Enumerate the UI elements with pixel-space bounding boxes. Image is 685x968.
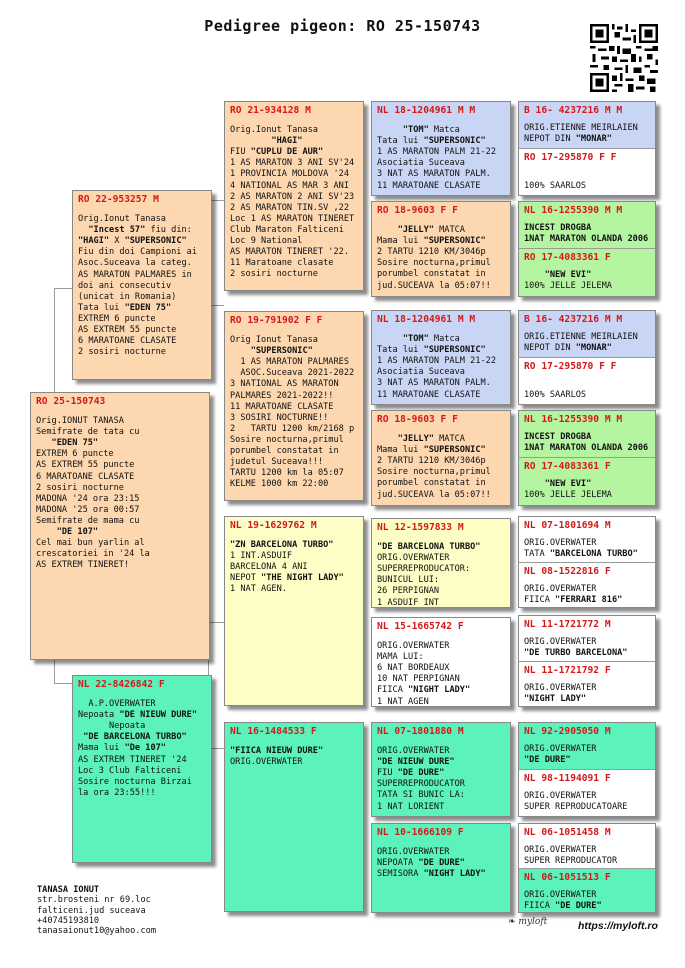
note-line: "NEW EVI" [544, 270, 592, 281]
pigeon-card-ds-dam[interactable] [371, 617, 511, 707]
note-line: Orig Ionut Tanasa [230, 335, 318, 346]
note-line: "TOM" Matca [402, 334, 460, 345]
note-line: Sosire nocturna,primul [377, 258, 491, 269]
note-line: NEPOT DIN "MONAR" [524, 343, 612, 354]
note-line: AS MARATON PALMARES in [78, 269, 192, 280]
ring-number: NL 16-1255390 M M [524, 205, 623, 216]
note-line: 11 Maratoane clasate [230, 258, 334, 269]
note-line: KELME 1000 km 22:00 [230, 479, 329, 490]
pigeon-card-gg-sire[interactable] [519, 723, 655, 769]
note-line: 3 NAT AS MARATON PALM. [377, 378, 491, 389]
note-line: "NIGHT LADY" [524, 694, 587, 705]
note-line: 100% JELLE JELEMA [524, 490, 612, 501]
note-line: 2 TARTU 1210 KM/3046p [377, 247, 486, 258]
pigeon-card-ss-dam[interactable] [371, 201, 511, 297]
pigeon-notes [524, 332, 650, 354]
note-line: Tata lui "EDEN 75" [78, 302, 172, 313]
pigeon-notes [524, 538, 650, 560]
pigeon-card-gg-dam[interactable] [519, 868, 655, 913]
ring-number: NL 18-1204961 M M [377, 314, 476, 325]
note-line: A.P.OVERWATER [78, 699, 156, 710]
ring-number: NL 22-8426842 F [78, 679, 165, 690]
pigeon-card-sd-sire[interactable] [371, 310, 511, 405]
note-line: ORIG.ETIENNE MEIRLAIEN [524, 123, 638, 134]
pigeon-notes [524, 123, 650, 145]
ring-number: RO 18-9603 F F [377, 205, 458, 216]
pigeon-card-gg-sire[interactable] [519, 517, 655, 562]
note-line: "DE BARCELONA TURBO" [377, 542, 481, 553]
ring-number: NL 18-1204961 M M [377, 105, 476, 116]
note-line: NEPOT "THE NIGHT LADY" [230, 573, 344, 584]
note-line: falticeni.jud suceava [37, 905, 146, 916]
pigeon-card-dd-sire[interactable] [371, 722, 511, 817]
note-line: "HAGI" [271, 136, 303, 147]
note-line: 2 TARTU 1200 km/2168 p [230, 423, 355, 434]
note-line: crescatoriei in '24 la [36, 549, 150, 560]
pigeon-notes [377, 125, 505, 192]
note-line: SUPERREPRODUCATOR [377, 779, 465, 790]
note-line: 4 NATIONAL AS MAR 3 ANI [230, 180, 349, 191]
ring-number: RO 17-4083361 F [524, 252, 611, 263]
note-line: Tata lui "SUPERSONIC" [377, 345, 486, 356]
ring-number: NL 92-2905050 M [524, 726, 611, 737]
ring-number: NL 11-1721792 F [524, 665, 611, 676]
pigeon-card-gg-sire[interactable] [519, 616, 655, 661]
note-line: ORIG.OVERWATER [377, 641, 450, 652]
note-line: PALMARES 2021-2022!! [230, 390, 334, 401]
note-line: AS EXTREM 55 puncte [78, 325, 177, 336]
note-line: MAMA LUI: [377, 652, 424, 663]
note-line: 1 AS MARATON PALMARES [230, 357, 349, 368]
pigeon-card-sire-sire[interactable] [224, 101, 364, 291]
note-line: 1 PROVINCIA MOLDOVA '24 [230, 169, 349, 180]
note-line: "HAGI" X "SUPERSONIC" [78, 236, 187, 247]
note-line: Nepoata "DE NIEUW DURE" [78, 710, 198, 721]
note-line: Asoc.Suceava la categ. [78, 258, 192, 269]
note-line: AS EXTREM TINERET! [36, 560, 130, 571]
note-line: "EDEN 75" [51, 438, 99, 449]
grandparents-card[interactable] [518, 101, 656, 196]
pigeon-notes [524, 432, 650, 454]
ring-number: NL 16-1255390 M M [524, 414, 623, 425]
note-line: "Incest 57" fiu din: [88, 225, 192, 236]
note-line: Sosire nocturna Birzai [78, 776, 192, 787]
pigeon-notes [524, 683, 650, 705]
ring-number: NL 15-1665742 F [377, 621, 464, 632]
note-line: 3 NATIONAL AS MARATON [230, 379, 339, 390]
note-line: "DE 107" [56, 527, 99, 538]
pigeon-notes [524, 479, 650, 501]
pigeon-notes [524, 379, 650, 401]
pigeon-notes [36, 416, 204, 571]
ring-number: NL 11-1721772 M [524, 619, 611, 630]
note-line: 1NAT MARATON OLANDA 2006 [524, 234, 649, 245]
note-line: tanasaionut10@yahoo.com [37, 926, 156, 937]
note-line: TATA SI BUNIC LA: [377, 790, 465, 801]
note-line: ORIG.OVERWATER [230, 757, 303, 768]
note-line: FIU "DE DURE" [377, 768, 445, 779]
pigeon-notes [230, 540, 358, 595]
note-line: AS MARATON TINERET '22. [230, 247, 349, 258]
pigeon-card-gg-dam[interactable] [519, 661, 655, 707]
note-line: "DE TURBO BARCELONA" [524, 648, 628, 659]
pigeon-notes [377, 746, 505, 813]
pigeon-notes [377, 847, 505, 880]
note-line: ORIG.OVERWATER [377, 746, 450, 757]
note-line: EXTREM 6 puncte [36, 449, 114, 460]
pigeon-card-gg-dam[interactable] [519, 562, 655, 608]
note-line: "JELLY" MATCA [397, 225, 465, 236]
note-line: Sosire nocturna,primul [377, 467, 491, 478]
note-line: Orig.Ionut Tanasa [78, 214, 166, 225]
ring-number: NL 19-1629762 M [230, 520, 317, 531]
note-line: Nepoata [78, 721, 146, 732]
note-line: porumbel constatat in [377, 269, 486, 280]
note-line: SEMISORA "NIGHT LADY" [377, 869, 486, 880]
note-line: 10 NAT PERPIGNAN [377, 674, 460, 685]
connector-line [54, 288, 55, 395]
pigeon-card-dam-dam[interactable] [224, 722, 364, 912]
pigeon-card-gg-sire[interactable] [519, 202, 655, 248]
note-line: 6 NAT BORDEAUX [377, 663, 450, 674]
note-line: 1 INT.ASDUIF [230, 551, 293, 562]
owner-info [37, 885, 156, 936]
pigeon-card-ds-sire[interactable] [371, 518, 511, 608]
grandparents-card[interactable] [518, 615, 656, 707]
pigeon-card-gg-dam[interactable] [519, 357, 655, 405]
note-line: +40745193810 [37, 915, 100, 926]
note-line: FIU "CUPLU DE AUR" [230, 147, 324, 158]
note-line: 1 AS MARATON 3 ANI SV'24 [230, 158, 355, 169]
note-line: 2 AS MARATON TIN.SV ,22 [230, 202, 349, 213]
pigeon-card-sd-dam[interactable] [371, 410, 511, 506]
pigeon-notes [524, 791, 650, 813]
note-line: jud.SUCEAVA la 05:07!! [377, 280, 491, 291]
note-line: Mama lui "SUPERSONIC" [377, 445, 486, 456]
note-line: Asociatia Suceava [377, 367, 465, 378]
note-line: "SUPERSONIC" [250, 346, 313, 357]
note-line: 11 MARATOANE CLASATE [377, 389, 481, 400]
pigeon-card-dam-sire[interactable] [224, 516, 364, 706]
ring-number: B 16- 4237216 M M [524, 314, 623, 325]
note-line: 3 NAT AS MARATON PALM. [377, 169, 491, 180]
note-line: la ora 23:55!!! [78, 787, 156, 798]
note-line: Tata lui "SUPERSONIC" [377, 136, 486, 147]
note-line: "JELLY" MATCA [397, 434, 465, 445]
note-line: Orig.Ionut Tanasa [230, 125, 318, 136]
myloft-logo [508, 917, 547, 927]
pigeon-card-gg-dam[interactable] [519, 248, 655, 297]
note-line: 6 MARATOANE CLASATE [78, 336, 177, 347]
note-line: TARTU 1200 km la 05:07 [230, 468, 344, 479]
pigeon-notes [78, 699, 206, 799]
note-line: INCEST DROGBA [524, 223, 592, 234]
note-line: Sosire nocturna,primul [230, 434, 344, 445]
note-line: "TOM" Matca [402, 125, 460, 136]
pigeon-notes [524, 584, 650, 606]
ring-number: NL 07-1801694 M [524, 520, 611, 531]
note-line: SUPER REPRODUCATOARE [524, 802, 628, 813]
note-line: 1 NAT LORIENT [377, 801, 445, 812]
note-line: ASOC.Suceava 2021-2022 [230, 368, 355, 379]
pigeon-notes [524, 845, 650, 867]
note-line: str.brosteni nr 69.loc [37, 895, 151, 906]
note-line: 1NAT MARATON OLANDA 2006 [524, 443, 649, 454]
pigeon-card-gg-sire[interactable] [519, 311, 655, 357]
note-line: 2 sosiri nocturne [36, 482, 124, 493]
grandparents-card[interactable] [518, 310, 656, 405]
note-line: AS EXTREM 55 puncte [36, 460, 135, 471]
note-line: ORIG.OVERWATER [524, 683, 597, 694]
note-line: MADONA '25 ora 00:57 [36, 504, 140, 515]
pigeon-notes [524, 637, 650, 659]
note-line: porumbel constatat in [377, 478, 486, 489]
grandparents-card[interactable] [518, 722, 656, 817]
note-line: NEPOT DIN "MONAR" [524, 134, 612, 145]
note-line: ORIG.OVERWATER [524, 845, 597, 856]
note-line: 100% SAARLOS [524, 181, 587, 192]
note-line: 2 sosiri nocturne [230, 269, 318, 280]
note-line: "DE NIEUW DURE" [377, 757, 455, 768]
note-line: 100% JELLE JELEMA [524, 281, 612, 292]
note-line: ORIG.OVERWATER [524, 890, 597, 901]
connector-line [208, 622, 224, 623]
pigeon-notes [377, 542, 505, 608]
pigeon-card-gg-sire[interactable] [519, 411, 655, 457]
note-line: MADONA '24 ora 23:15 [36, 493, 140, 504]
note-line: ORIG.OVERWATER [524, 744, 597, 755]
ring-number: NL 06-1051513 F [524, 872, 611, 883]
note-line: ORIG.OVERWATER [524, 791, 597, 802]
grandparents-card[interactable] [518, 201, 656, 297]
ring-number: RO 17-295870 F F [524, 152, 617, 163]
note-line: Semifrate de tata cu [36, 427, 140, 438]
pigeon-card-ss-sire[interactable] [371, 101, 511, 196]
note-line: Asociatia Suceava [377, 158, 465, 169]
note-line: "FIICA NIEUW DURE" [230, 746, 324, 757]
note-line: ORIG.OVERWATER [524, 584, 597, 595]
grandparents-card[interactable] [518, 516, 656, 608]
note-line: ORIG.ETIENNE MEIRLAIEN [524, 332, 638, 343]
ring-number: RO 19-791902 F F [230, 315, 323, 326]
note-line: 1 AS MARATON PALM 21-22 [377, 356, 496, 367]
note-line: doi ani consecutiv [78, 280, 172, 291]
ring-number: NL 16-1484533 F [230, 726, 317, 737]
note-line: 1 NAT AGEN. [230, 584, 287, 595]
note-line: BARCELONA 4 ANI [230, 562, 308, 573]
note-line: 11 MARATOANE CLASATE [377, 180, 481, 191]
ring-number: NL 98-1194091 F [524, 773, 611, 784]
note-line: TATA "BARCELONA TURBO" [524, 549, 638, 560]
pigeon-card-sire-dam[interactable] [224, 311, 364, 501]
note-line: Loc 9 National [230, 236, 303, 247]
ring-number: NL 10-1666109 F [377, 827, 464, 838]
note-line: 1 ASDUIF INT [377, 597, 440, 608]
note-line: jud.SUCEAVA la 05:07!! [377, 489, 491, 500]
note-line: "ZN BARCELONA TURBO" [230, 540, 334, 551]
ring-number: RO 17-4083361 F [524, 461, 611, 472]
owner-name: TANASA IONUT [37, 885, 100, 895]
pigeon-card-subject[interactable] [30, 392, 210, 660]
note-line: (unicat in Romania) [78, 291, 177, 302]
note-line: Fiu din doi Campioni ai [78, 247, 197, 258]
pigeon-notes [524, 223, 650, 245]
ring-number: RO 18-9603 F F [377, 414, 458, 425]
note-line: 1 NAT AGEN [377, 696, 429, 707]
pigeon-card-dam[interactable] [72, 675, 212, 863]
ring-number: RO 22-953257 M [78, 194, 159, 205]
note-line: 1 AS MARATON PALM 21-22 [377, 147, 496, 158]
pigeon-notes [377, 434, 505, 501]
pigeon-notes [78, 214, 206, 358]
note-line: "NEW EVI" [544, 479, 592, 490]
note-line: 3 SOSIRI NOCTURNE!! [230, 412, 329, 423]
note-line: judetul Suceava!!! [230, 457, 324, 468]
pigeon-card-sire[interactable] [72, 190, 212, 380]
note-line [524, 379, 650, 390]
note-line: Mama lui "SUPERSONIC" [377, 236, 486, 247]
website-link[interactable]: https://myloft.ro [578, 920, 658, 932]
note-line: Orig.IONUT TANASA [36, 416, 124, 427]
page-title: Pedigree pigeon: RO 25-150743 [204, 17, 481, 35]
note-line: FIICA "NIGHT LADY" [377, 685, 471, 696]
note-line: Loc 3 Club Falticeni [78, 765, 182, 776]
pigeon-notes [230, 125, 358, 280]
note-line: 2 TARTU 1210 KM/3046p [377, 456, 486, 467]
note-line: porumbel constatat in [230, 446, 339, 457]
ring-number: NL 12-1597833 M [377, 522, 464, 533]
note-line: FIICA "DE DURE" [524, 901, 602, 912]
connector-line [54, 683, 74, 684]
pigeon-notes [377, 641, 505, 707]
bird-icon: ❧ [508, 917, 516, 927]
pigeon-notes [230, 746, 358, 768]
pigeon-card-gg-sire[interactable] [519, 102, 655, 148]
ring-number: RO 25-150743 [36, 396, 106, 407]
pigeon-notes [524, 890, 650, 912]
ring-number: B 16- 4237216 M M [524, 105, 623, 116]
note-line: SUPERREPRODUCATOR: [377, 564, 471, 575]
owner-details [37, 895, 156, 936]
grandparents-card[interactable] [518, 823, 656, 913]
note-line: SUPER REPRODUCATOR [524, 856, 618, 867]
note-line: FIICA "FERRARI 816" [524, 595, 623, 606]
note-line: Club Maraton Falticeni [230, 224, 344, 235]
note-line: 100% SAARLOS [524, 390, 587, 401]
note-line: AS EXTREM TINERET '24 [78, 754, 187, 765]
qr-code-icon [590, 24, 658, 92]
pigeon-notes [230, 335, 358, 490]
ring-number: NL 06-1051458 M [524, 827, 611, 838]
ring-number: NL 08-1522816 F [524, 566, 611, 577]
note-line: ORIG.OVERWATER [524, 637, 597, 648]
grandparents-card[interactable] [518, 410, 656, 506]
pigeon-card-dd-dam[interactable] [371, 823, 511, 913]
note-line: 2 sosiri nocturne [78, 347, 166, 358]
note-line: Mama lui "De 107" [78, 743, 166, 754]
note-line: INCEST DROGBA [524, 432, 592, 443]
note-line: 26 PERPIGNAN [377, 586, 440, 597]
pigeon-notes [377, 225, 505, 292]
pigeon-card-gg-dam[interactable] [519, 457, 655, 506]
pigeon-card-gg-sire[interactable] [519, 824, 655, 868]
note-line: Semifrate de mama cu [36, 515, 140, 526]
note-line: "DE BARCELONA TURBO" [83, 732, 187, 743]
note-line: ORIG.OVERWATER [377, 847, 450, 858]
note-line: EXTREM 6 puncte [78, 313, 156, 324]
note-line: Loc 1 AS MARATON TINERET [230, 213, 355, 224]
note-line: BUNICUL LUI: [377, 575, 440, 586]
pigeon-notes [377, 334, 505, 401]
pigeon-notes [524, 170, 650, 192]
connector-line [54, 288, 74, 289]
note-line: 2 AS MARATON 2 ANI SV'23 [230, 191, 355, 202]
note-line: Cel mai bun yarlin al [36, 538, 145, 549]
note-line: NEPOATA "DE DURE" [377, 858, 465, 869]
ring-number: NL 07-1801880 M [377, 726, 464, 737]
note-line: "DE DURE" [524, 755, 571, 766]
ring-number: RO 21-934128 M [230, 105, 311, 116]
note-line: 11 MARATOANE CLASATE [230, 401, 334, 412]
ring-number: RO 17-295870 F F [524, 361, 617, 372]
pigeon-notes [524, 744, 650, 766]
pigeon-notes [524, 270, 650, 292]
pigeon-card-gg-dam[interactable] [519, 769, 655, 817]
note-line: ORIG.OVERWATER [377, 553, 450, 564]
note-line [524, 170, 650, 181]
note-line: ORIG.OVERWATER [524, 538, 597, 549]
logo-text: myloft [518, 917, 548, 927]
note-line: 6 MARATOANE CLASATE [36, 471, 135, 482]
pigeon-card-gg-dam[interactable] [519, 148, 655, 196]
